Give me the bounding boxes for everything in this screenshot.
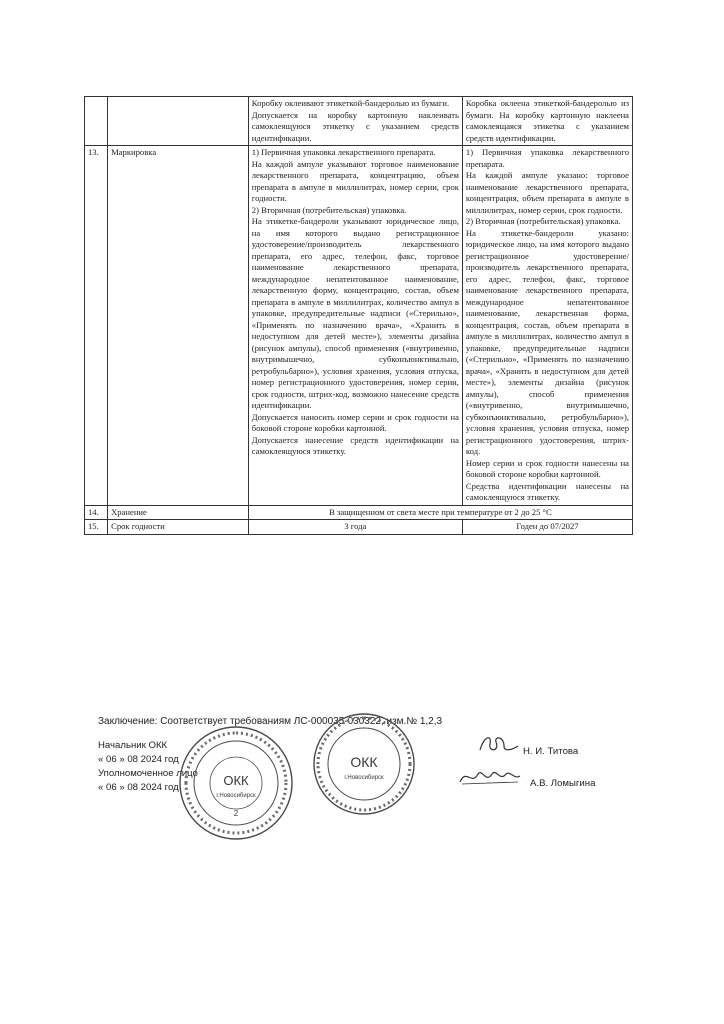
head-name: Н. И. Титова xyxy=(523,746,579,757)
head-title: Начальник ОКК xyxy=(98,740,168,751)
actual-cell xyxy=(462,97,632,146)
authorized-title: Уполномоченное лицо xyxy=(98,768,198,779)
actual-paragraph: На этикетке-бандероли указано: юридическое лицо, на имя которого выдано регистрационное удостоверение/производитель лекарственного препарата, его адрес, телефон, факс, торговое наименование лекарственного препарата, международное непатентованное наименование, лекарственная форма, концентрация, состав, объем препарата в ампуле в миллилитрах, количество ампул в упаковке, предупредительные надписи («Стерильно», «Применять по назначению врача», «Хранить в недоступном для детей месте»), элементы дизайна (рисунок ампулы), способ применения («внутривенно, внутримышечно, субконъюнктивально, ретробульбарно»), условия хранения, условия отпуска, номер регистрационного удостоверения, штрих-код. xyxy=(465,227,629,456)
actual-paragraph: 2) Вторичная (потребительская) упаковка. xyxy=(465,216,621,226)
authorized-date: « 06 » 08 2024 год xyxy=(98,782,179,793)
actual-paragraph: Средства идентификации нанесены на самоклеящуюся этикетку. xyxy=(465,480,629,502)
signature-head xyxy=(474,730,522,760)
table-row xyxy=(85,520,633,535)
authorized-name: А.В. Ломыгина xyxy=(530,778,596,789)
shelf-life-requirement: 3 года xyxy=(248,520,462,535)
row-name: Маркировка xyxy=(108,146,249,506)
requirement-paragraph: 2) Вторичная (потребительская) упаковка. xyxy=(251,204,407,215)
requirement-paragraph: Допускается на коробку картонную наклеивать самоклеящуюся этикетку с указанием средств идентификации. xyxy=(251,109,459,143)
round-stamp-left xyxy=(176,724,296,842)
specification-table xyxy=(84,96,633,535)
shelf-life-actual: Годен до 07/2027 xyxy=(462,520,632,535)
stamp-city-text: г.Новосибирск xyxy=(216,793,256,799)
row-number: 13. xyxy=(85,146,108,506)
table-row xyxy=(85,97,633,146)
table-row xyxy=(85,146,633,506)
storage-conditions: В защищенном от света месте при температуре от 2 до 25 °С xyxy=(248,505,632,520)
requirement-paragraph: Коробку оклеивают этикеткой-бандеролью из бумаги. xyxy=(251,98,450,108)
actual-paragraph: Номер серии и срок годности нанесены на боковой стороне коробки картонной. xyxy=(465,457,629,479)
row-number: 15. xyxy=(85,520,108,535)
requirement-paragraph: 1) Первичная упаковка лекарственного препарата. xyxy=(251,147,436,157)
requirement-paragraph: Допускается нанесение средств идентификации на самоклеящуюся этикетку. xyxy=(251,434,459,456)
signature-authorized xyxy=(458,766,524,790)
requirement-paragraph: На каждой ампуле указывают торговое наименование лекарственного препарата, концентрацию, объем препарата в ампуле в миллилитрах, номер серии, срок годности. xyxy=(251,158,459,203)
requirement-cell xyxy=(248,97,462,146)
requirement-cell xyxy=(248,146,462,506)
requirement-paragraph: Допускается наносить номер серии и срок годности на боковой стороне коробки картонной. xyxy=(251,411,459,433)
row-name xyxy=(108,97,249,146)
conclusion: Заключение: Соответствует требованиям ЛС-000035-030322, изм.№ 1,2,3 xyxy=(98,716,443,727)
round-stamp-okk xyxy=(310,710,418,818)
actual-cell xyxy=(462,146,632,506)
head-date: « 06 » 08 2024 год xyxy=(98,754,179,765)
stamp-number-text: 2 xyxy=(233,809,239,818)
requirement-paragraph: На этикетке-бандероли указывают юридическое лицо, на имя которого выдано регистрационное удостоверение/производитель лекарственного препарата, его адрес, телефон, факс, торговое наименование лекарственного препарата, международное непатентованное наименование, лекарственную форму, концентрацию, состав, объем препарата в ампуле в миллилитрах, количество ампул в упаковке, предупредительные надписи («Стерильно», «Применять по назначению врача», «Хранить в недоступном для детей месте»), элементы дизайна (рисунок ампулы), способ применения («внутривенно, внутримышечно, субконъюнктивально, ретробульбарно»), условия хранения, условия отпуска, номер регистрационного удостоверения, номер серии, срок годности, штрих-код, возможно нанесение средств идентификации. xyxy=(251,216,459,410)
stamp-okk-text: ОКК xyxy=(350,754,378,770)
actual-paragraph: Коробка оклеена этикеткой-бандеролью из бумаги. На коробку картонную наклеена самоклеящаяся этикетка с указанием средств идентификации. xyxy=(465,98,629,143)
row-number xyxy=(85,97,108,146)
row-name: Хранение xyxy=(108,505,249,520)
stamp-city-text: г.Новосибирск xyxy=(344,775,384,781)
row-name: Срок годности xyxy=(108,520,249,535)
table-row xyxy=(85,505,633,520)
actual-paragraph: 1) Первичная упаковка лекарственного препарата. xyxy=(465,147,629,169)
stamp-okk-text: ОКК xyxy=(223,773,249,788)
actual-paragraph: На каждой ампуле указано: торговое наименование лекарственного препарата, концентрация, объем препарата в ампуле в миллилитрах, номер серии, срок годности. xyxy=(465,170,629,215)
row-number: 14. xyxy=(85,505,108,520)
